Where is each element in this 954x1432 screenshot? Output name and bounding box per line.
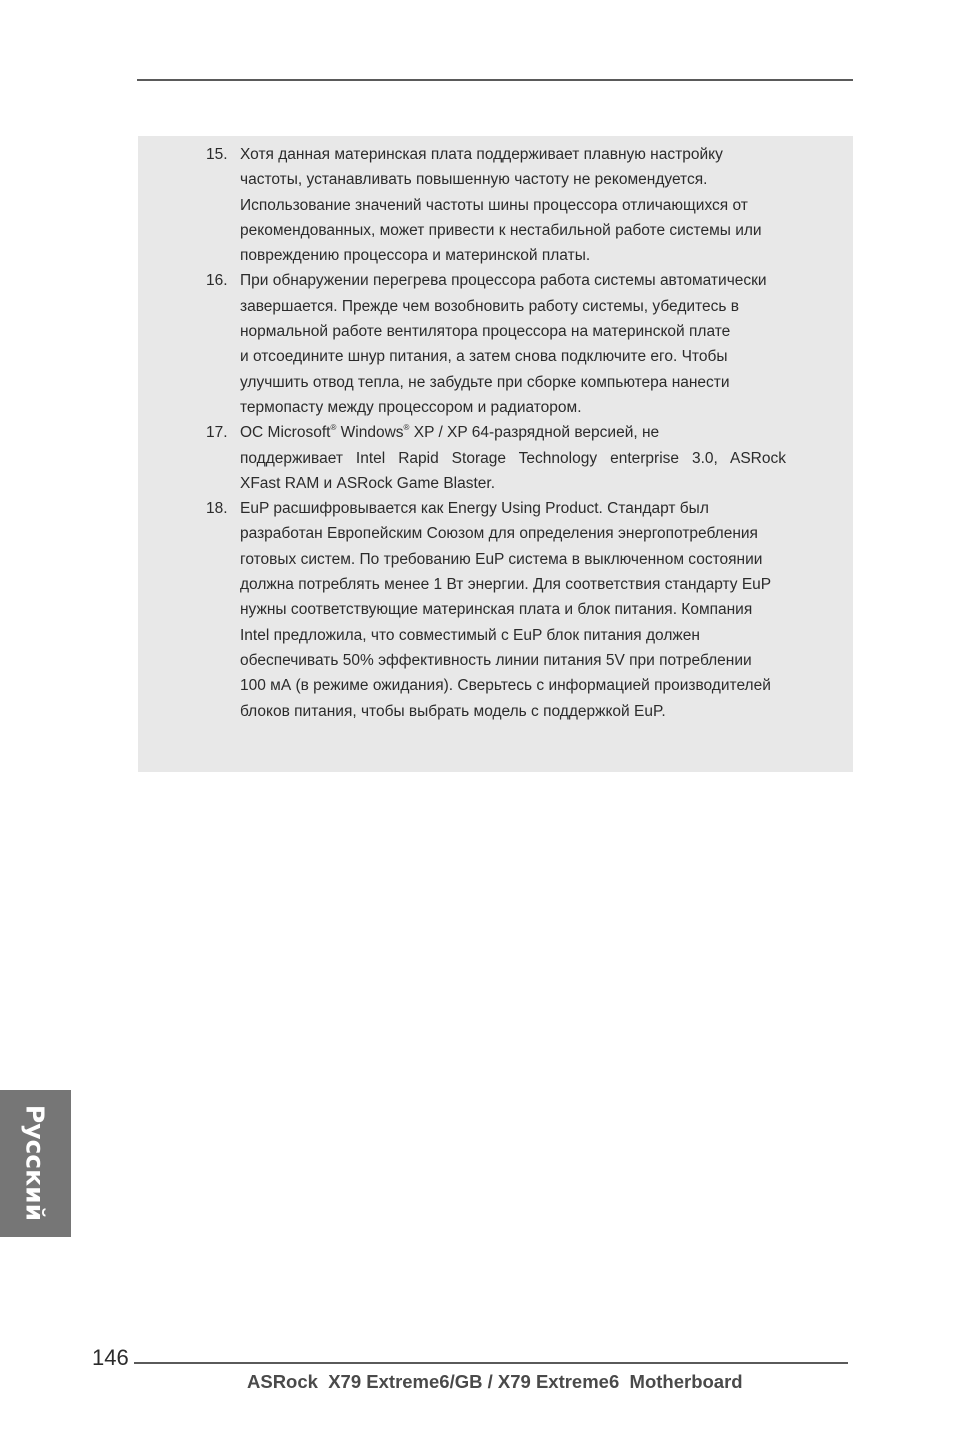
note-number: 18.: [206, 500, 228, 518]
note-line: готовых систем. По требованию EuP система в выключенном состоянии: [240, 550, 763, 568]
note-line: обеспечивать 50% эффективность линии питания 5V при потреблении: [240, 651, 752, 669]
note-line: разработан Европейским Союзом для определения энергопотребления: [240, 525, 758, 543]
note-line: повреждению процессора и материнской платы.: [240, 247, 591, 265]
footer-rule: [134, 1362, 848, 1364]
note-line: должна потреблять менее 1 Вт энергии. Для соответствия стандарту EuP: [240, 576, 772, 594]
note-item-16: [138, 268, 853, 420]
note-line: улучшить отвод тепла, не забудьте при сборке компьютера нанести: [240, 373, 730, 391]
notes-list: [138, 142, 853, 724]
note-line: При обнаружении перегрева процессора работа системы автоматически: [240, 272, 767, 290]
notes-box: [138, 136, 853, 772]
note-item-15: [138, 142, 853, 268]
note-line: [240, 420, 853, 445]
registered-mark: ®: [330, 423, 337, 433]
note-line: блоков питания, чтобы выбрать модель с поддержкой EuP.: [240, 702, 666, 720]
note-number: 17.: [206, 424, 228, 442]
note-line: завершается. Прежде чем возобновить работу системы, убедитесь в: [240, 297, 739, 315]
footer-title: ASRock X79 Extreme6/GB / X79 Extreme6 Motherboard: [247, 1371, 743, 1392]
note-line: поддерживает Intel Rapid Storage Technology enterprise 3.0, ASRock: [240, 449, 786, 467]
note-line: термопасту между процессором и радиатором.: [240, 398, 582, 416]
language-tab: [0, 1090, 71, 1237]
note-line: Хотя данная материнская плата поддерживает плавную настройку: [240, 146, 723, 163]
note-line: нормальной работе вентилятора процессора на материнской плате: [240, 323, 731, 341]
registered-mark: ®: [403, 423, 410, 433]
note-line: 100 мА (в режиме ожидания). Сверьтесь с информацией производителей: [240, 677, 771, 695]
note-number: 16.: [206, 272, 228, 290]
note-line: Использование значений частоты шины процессора отличающихся от: [240, 196, 748, 214]
note-line: нужны соответствующие материнская плата и блок питания. Компания: [240, 601, 753, 619]
note-item-17: [138, 420, 853, 496]
note-line: рекомендованных, может привести к нестабильной работе системы или: [240, 221, 762, 239]
note-text: Windows: [336, 424, 404, 442]
page-number: 146: [92, 1345, 129, 1370]
header-rule: [137, 79, 853, 81]
note-text: OC Microsoft: [240, 424, 331, 442]
note-line: и отсоедините шнур питания, а затем снова подключите его. Чтобы: [240, 348, 728, 366]
note-text: XP / XP 64-разрядной версией, не: [409, 424, 660, 442]
note-line: Intel предложила, что совместимый с EuP блок питания должен: [240, 626, 700, 644]
note-line: EuP расшифровывается как Energy Using Product. Стандарт был: [240, 500, 709, 518]
language-tab-label: Русский: [20, 1104, 50, 1222]
note-line: XFast RAM и ASRock Game Blaster.: [240, 474, 496, 492]
note-item-18: [138, 496, 853, 724]
note-number: 15.: [206, 146, 228, 163]
note-line: частоты, устанавливать повышенную частоту не рекомендуется.: [240, 171, 708, 189]
